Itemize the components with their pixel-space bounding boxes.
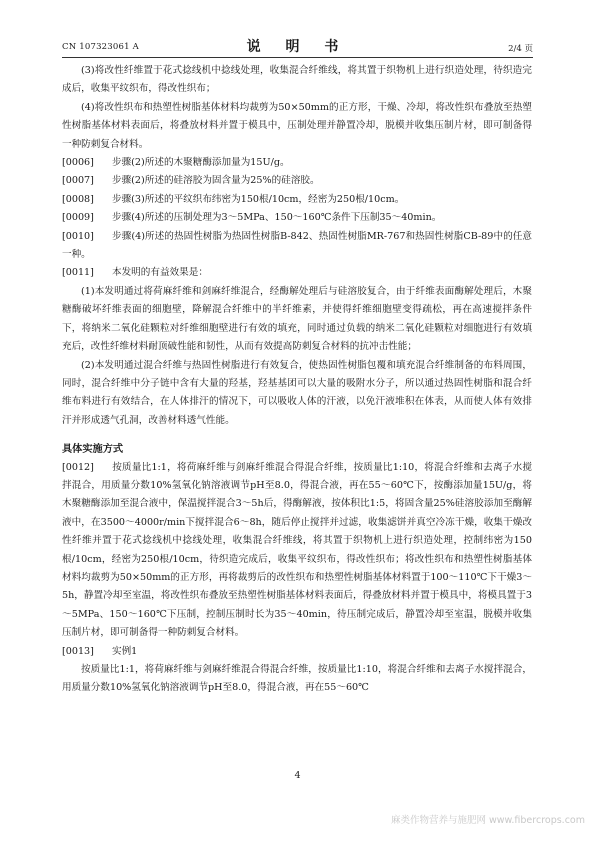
section-heading: 具体实施方式 bbox=[62, 443, 124, 456]
step-3-text: (3)将改性纤维置于花式捻线机中捻线处理，收集混合纤维线，将其置于织物机上进行织造处理，待织造完成后，收集平纹织布，得改性织布； bbox=[62, 65, 532, 95]
paragraph-0010 bbox=[62, 228, 532, 265]
patent-number: CN 107323061 A bbox=[62, 42, 139, 52]
paragraph-text: 步骤(4)所述的热固性树脂为热固性树脂B-842、热固性树脂MR-767和热固性树脂CB-89中的任意一种。 bbox=[62, 230, 532, 261]
benefit-2: (2)本发明通过混合纤维与热固性树脂进行有效复合，使热固性树脂包覆和填充混合纤维制备的布料周围，同时，混合纤维中分子链中含有大量的羟基，羟基基团可以大量的吸附水分子，所以通过热固性树脂和混合纤维布料进行有效结合，在人体排汗的情况下，可以吸收人体的汗液，以免汗液堆积在体表，从而使人体有效排汗并形成透气孔洞，改善材料透气性能。 bbox=[62, 359, 532, 426]
benefit-1: (1)本发明通过将荷麻纤维和剑麻纤维混合，经酶解处理后与硅溶胶复合，由于纤维表面酶解处理后，木聚糖酶破坏纤维表面的细胞壁，降解混合纤维中的半纤维素，并使得纤维细胞壁变得疏松，再在高速搅拌条件下，将纳米二氧化硅颗粒对纤维细胞壁进行有效的填充，同时通过负载的纳米二氧化硅颗粒对细胞进行有效填充后，改性纤维材料耐顶破性能和韧性，从而有效提高防刺复合材料的抗冲击性能； bbox=[62, 285, 532, 353]
document-title: 说 明 书 bbox=[246, 39, 349, 55]
paragraph-tag: [0008] bbox=[62, 193, 94, 205]
page-info: 2/4 页 bbox=[508, 44, 533, 54]
paragraph-tag: [0011] bbox=[62, 267, 94, 279]
paragraph-text: 步骤(3)所述的平纹织布纬密为150根/10cm，经密为250根/10cm。 bbox=[112, 193, 405, 205]
paragraph-text: 步骤(2)所述的木聚糖酶添加量为15U/g。 bbox=[112, 157, 290, 169]
paragraph-text: 步骤(4)所述的压制处理为3～5MPa、150～160℃条件下压制35～40min。 bbox=[112, 212, 442, 224]
site-watermark: 麻类作物营养与施肥网 www.fibercrops.com bbox=[390, 815, 585, 826]
page-header bbox=[62, 34, 533, 56]
paragraph-0008 bbox=[62, 191, 532, 209]
paragraph-0011 bbox=[62, 264, 532, 282]
paragraph-tag: [0009] bbox=[62, 212, 94, 224]
paragraph-tag: [0010] bbox=[62, 230, 94, 242]
page-number: 4 bbox=[294, 770, 301, 781]
paragraph-0006 bbox=[62, 154, 532, 172]
paragraph-text: 本发明的有益效果是： bbox=[112, 267, 208, 279]
paragraph-tag: [0013] bbox=[62, 645, 94, 657]
paragraph-text: 实例1 bbox=[112, 645, 138, 657]
paragraph-text: 按质量比1:1，将荷麻纤维与剑麻纤维混合得混合纤维，按质量比1:10，将混合纤维和去离子水搅拌混合，用质量分数10%氢氧化钠溶液调节pH至8.0，得混合液，再在55～60℃下，按酶添加量15U/g，将木聚糖酶添加至混合液中，保温搅拌混合3～5h后，得酶解液，按体积比1:5，将固含量25%硅溶胶添加至酶解液中，在3500～4000r/min下搅拌混合6～8h，随后停止搅拌并过滤，收集滤饼并真空冷冻干燥，收集干燥改性纤维并置于花式捻线机中捻线处理，收集混合纤维线，将其置于织物机上进行织造处理，控制纬密为150根/10cm，经密为250根/10cm，待织造完成后，收集平纹织布，得改性织布；将改性织布和热塑性树脂基体材料均裁剪为50×50mm的正方形，再将裁剪后的改性织布和热塑性树脂基体材料置于100～110℃下干燥3～5h，静置冷却至室温，将改性织布叠放至热塑性树脂基体材料表面后，得叠放材料并置于模具中，将模具置于3～5MPa、150～160℃下压制，控制压制时长为35～40min，待压制完成后，静置冷却至室温，脱模并收集压制片材，即可制备得一种防刺复合材料。 bbox=[62, 461, 532, 639]
header-rule bbox=[62, 57, 533, 58]
paragraph-text: 步骤(2)所述的硅溶胶为固含量为25%的硅溶胶。 bbox=[112, 175, 320, 187]
document-body bbox=[62, 62, 532, 698]
paragraph-0012 bbox=[62, 459, 532, 643]
paragraph-0007 bbox=[62, 172, 532, 190]
paragraph-0013 bbox=[62, 643, 532, 661]
paragraph-tag: [0007] bbox=[62, 175, 94, 187]
step-4-text: (4)将改性织布和热塑性树脂基体材料均裁剪为50×50mm的正方形，干燥、冷却，将改性织布叠放至热塑性树脂基体材料表面后，将叠放材料并置于模具中，压制处理并静置冷却，脱模并收集压制片材，即可制备得一种防刺复合材料。 bbox=[62, 101, 532, 150]
paragraph-0009 bbox=[62, 209, 532, 227]
paragraph-tag: [0012] bbox=[62, 461, 94, 473]
example-1-text: 按质量比1:1，将荷麻纤维与剑麻纤维混合得混合纤维，按质量比1:10，将混合纤维和去离子水搅拌混合，用质量分数10%氢氧化钠溶液调节pH至8.0，得混合液，再在55～60℃ bbox=[62, 664, 532, 694]
paragraph-tag: [0006] bbox=[62, 157, 94, 169]
